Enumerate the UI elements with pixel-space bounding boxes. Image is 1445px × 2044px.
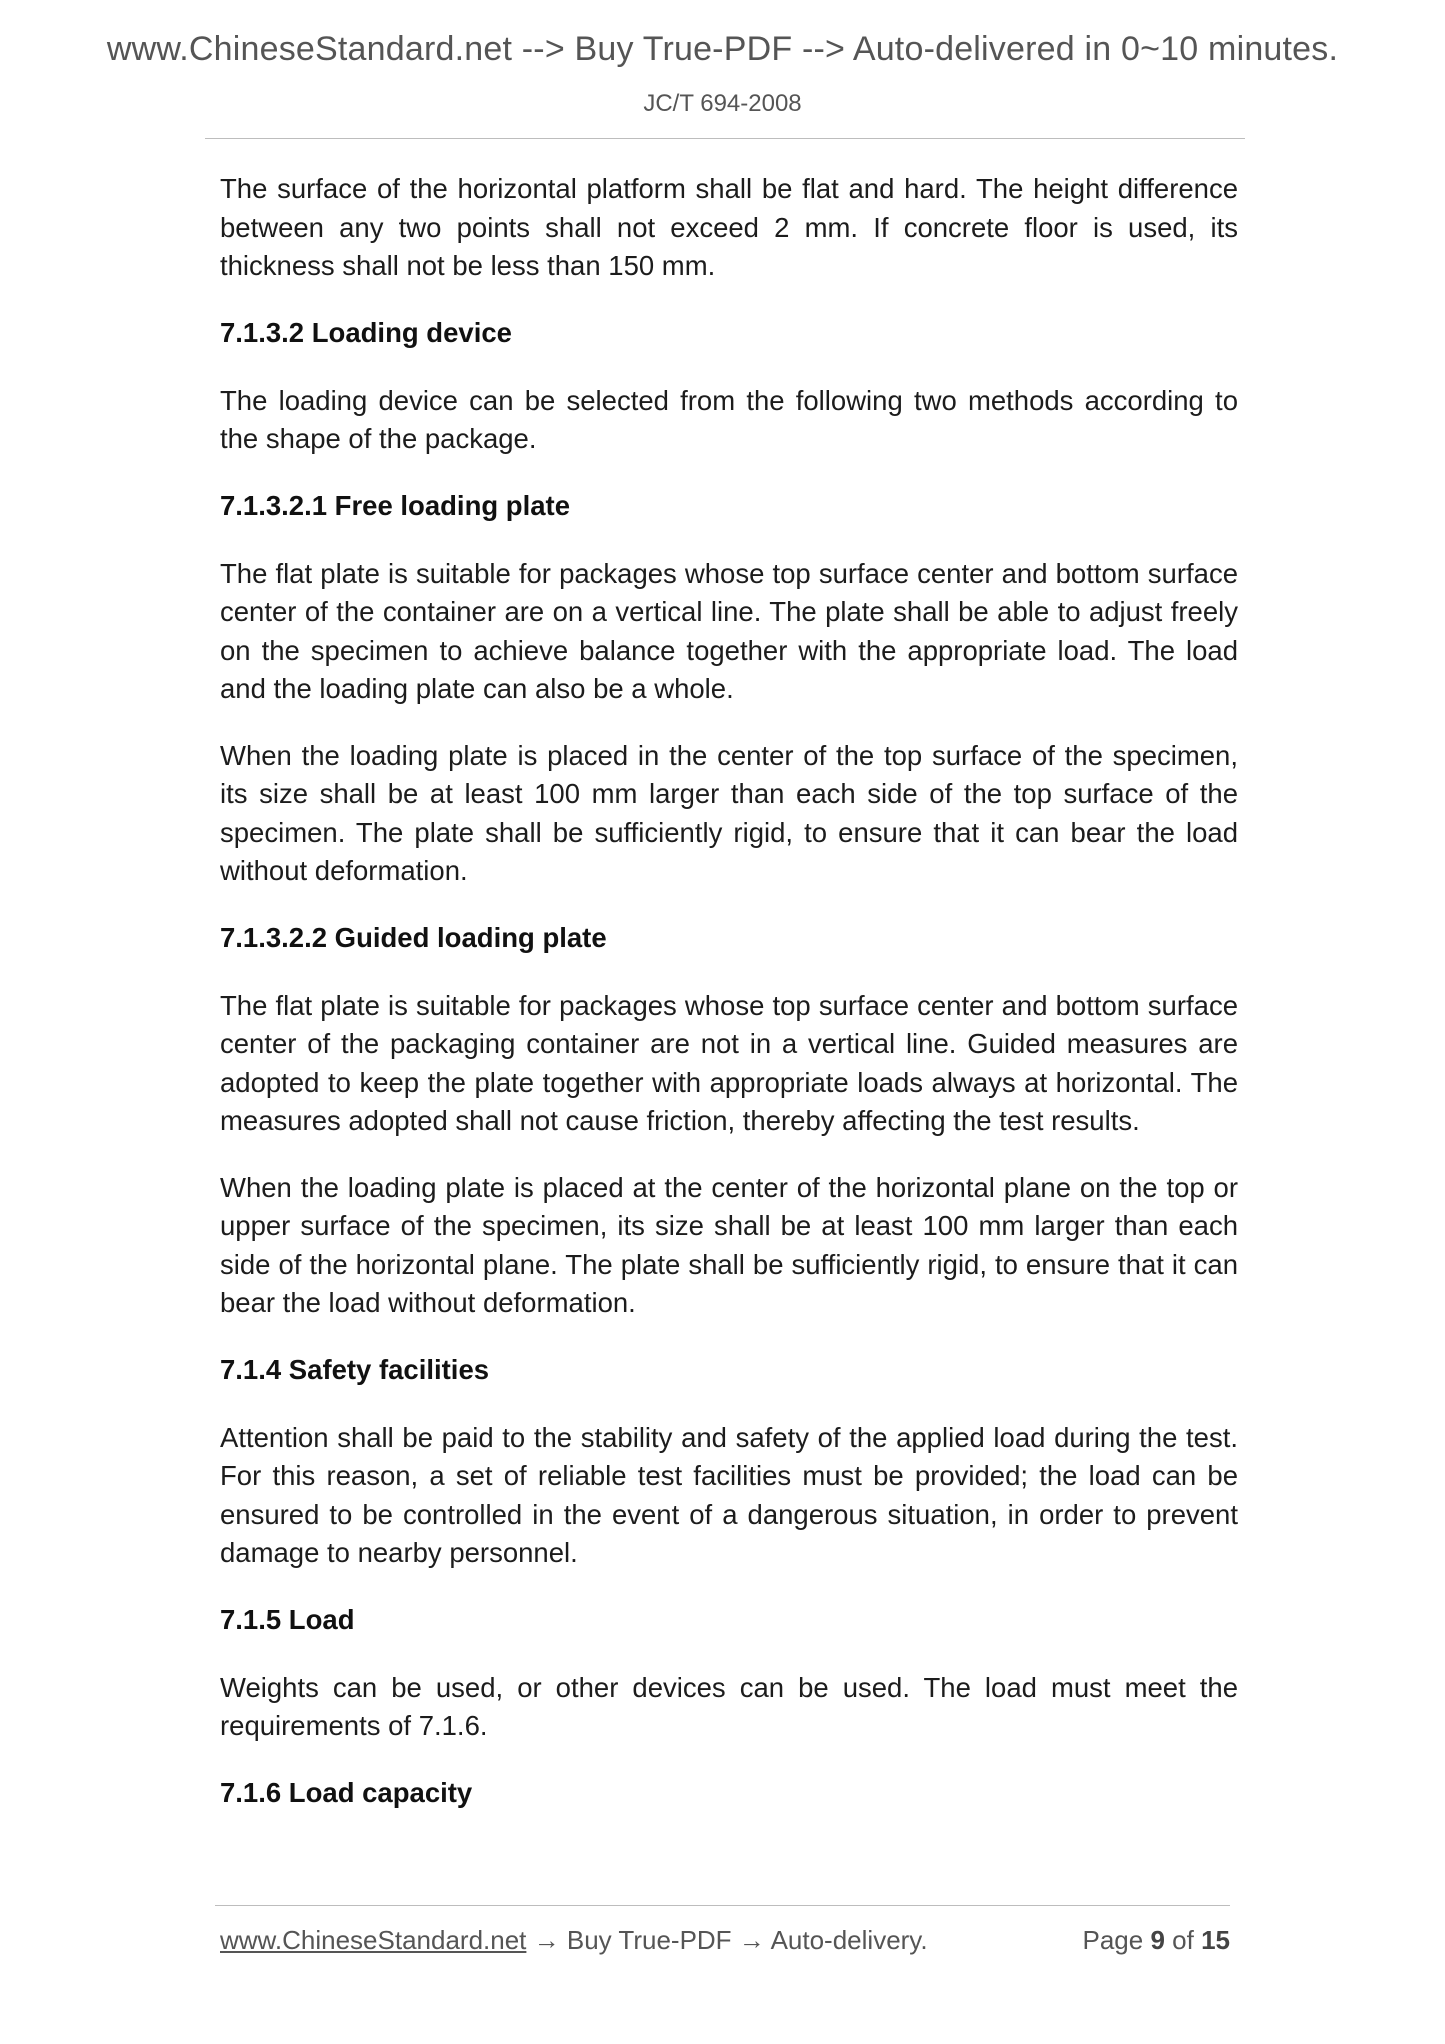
header-divider [205, 138, 1245, 139]
top-banner: www.ChineseStandard.net --> Buy True-PDF --> Auto-delivered in 0~10 minutes. [106, 30, 1339, 68]
paragraph-load: Weights can be used, or other devices can be used. The load must meet the requirements of 7.1.6. [220, 1671, 1238, 1741]
of-label: of [1172, 1925, 1194, 1955]
paragraph-safety-facilities: Attention shall be paid to the stability and safety of the applied load during the test. For this reason, a set of reliable test facilities must be provided; the load can be ensured to be controlled in the event of a dangerous situation, in order to prevent damage to nearby personnel. [220, 1421, 1238, 1568]
paragraph-guided-plate-2: When the loading plate is placed at the center of the horizontal plane on the top or upper surface of the specimen, its size shall be at least 100 mm larger than each side of the horizontal plane. The plate shall be sufficiently rigid, to ensure that it can bear the load without deformation. [220, 1171, 1238, 1318]
standard-code: JC/T 694-2008 [643, 90, 802, 117]
page-label: Page [1082, 1925, 1144, 1955]
heading-7-1-4: 7.1.4 Safety facilities [220, 1353, 490, 1385]
heading-7-1-6: 7.1.6 Load capacity [220, 1776, 473, 1808]
heading-7-1-3-2-1: 7.1.3.2.1 Free loading plate [220, 489, 570, 521]
paragraph-free-plate-2: When the loading plate is placed in the center of the top surface of the specimen, its size shall be at least 100 mm larger than each side of the top surface of the specimen. The plate shall be sufficiently rigid, to ensure that it can bear the load without deformation. [220, 739, 1238, 886]
heading-7-1-3-2: 7.1.3.2 Loading device [220, 316, 512, 348]
footer-promo [220, 1925, 928, 1956]
page-body [220, 170, 1238, 1842]
page-counter [1082, 1925, 1230, 1956]
page-number: 9 [1150, 1925, 1165, 1955]
footer-divider [215, 1905, 1230, 1906]
footer-promo-text: → Buy True-PDF → Auto-delivery. [526, 1925, 928, 1955]
footer-site-link[interactable]: www.ChineseStandard.net [220, 1925, 527, 1955]
paragraph-loading-device: The loading device can be selected from the following two methods according to the shape of the package. [220, 384, 1238, 454]
heading-7-1-3-2-2: 7.1.3.2.2 Guided loading plate [220, 921, 607, 953]
paragraph-guided-plate-1: The flat plate is suitable for packages whose top surface center and bottom surface center of the packaging container are not in a vertical line. Guided measures are adopted to keep the plate together with appropriate loads always at horizontal. The measures adopted shall not cause friction, thereby affecting the test results. [220, 989, 1238, 1136]
paragraph-free-plate-1: The flat plate is suitable for packages whose top surface center and bottom surface center of the container are on a vertical line. The plate shall be able to adjust freely on the specimen to achieve balance together with the appropriate load. The load and the loading plate can also be a whole. [220, 557, 1238, 704]
heading-7-1-5: 7.1.5 Load [220, 1603, 355, 1635]
paragraph-platform-surface: The surface of the horizontal platform shall be flat and hard. The height difference between any two points shall not exceed 2 mm. If concrete floor is used, its thickness shall not be less than 150 mm. [220, 173, 1238, 281]
total-pages: 15 [1201, 1925, 1230, 1955]
